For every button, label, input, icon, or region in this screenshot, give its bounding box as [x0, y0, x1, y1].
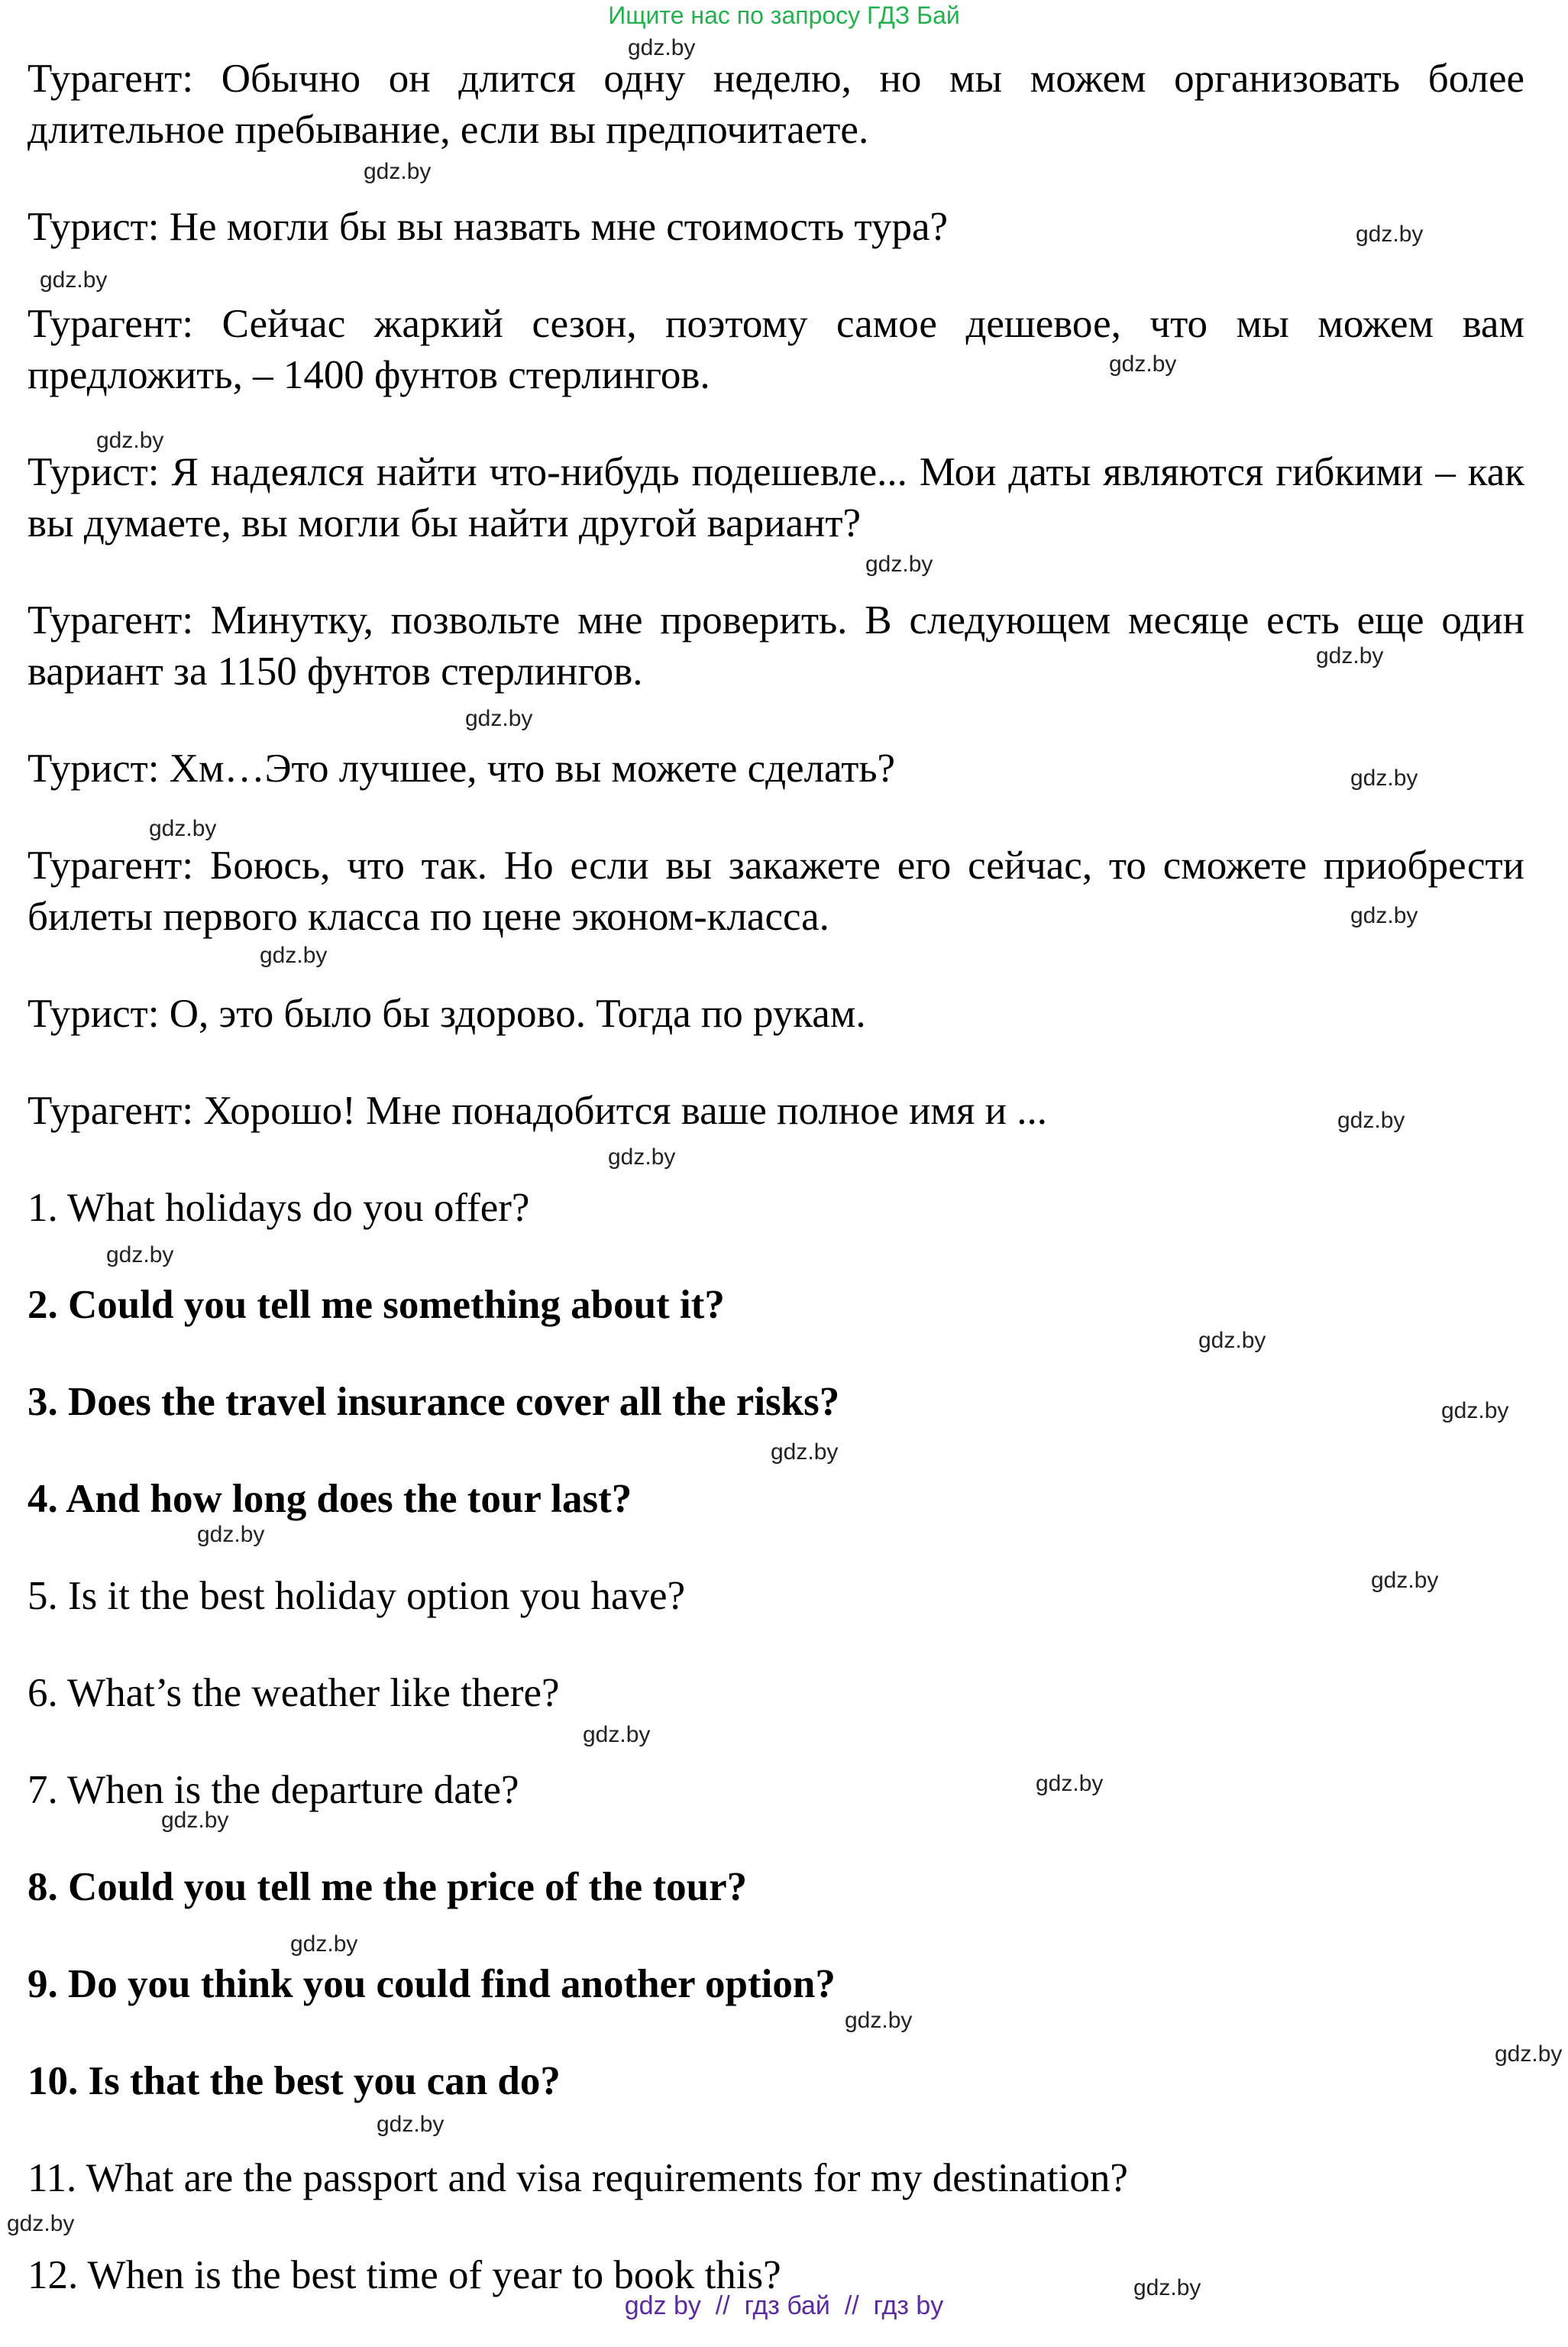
watermark: gdz.by	[1350, 766, 1418, 791]
dialogue-line: Турист: Я надеялся найти что-нибудь подешевле... Мои даты являются гибкими – как вы думаете, вы могли бы найти другой вариант?	[27, 450, 1524, 545]
dialogue-line: Турагент: Боюсь, что так. Но если вы закажете его сейчас, то сможете приобрести билеты первого класса по цене эконом-класса.	[27, 843, 1524, 939]
footer-links[interactable]: gdz by // гдз бай // гдз by	[624, 2291, 944, 2320]
dialogue-line: Турист: Хм…Это лучшее, что вы можете сделать?	[27, 746, 896, 791]
watermark: gdz.by	[1371, 1568, 1439, 1593]
watermark: gdz.by	[290, 1931, 358, 1957]
question-item: 7. When is the departure date?	[27, 1768, 519, 1812]
watermark: gdz.by	[1337, 1108, 1405, 1133]
question-item: 10. Is that the best you can do?	[27, 2059, 561, 2103]
question-item: 2. Could you tell me something about it?	[27, 1283, 725, 1327]
watermark: gdz.by	[1350, 903, 1418, 928]
question-item: 3. Does the travel insurance cover all the risks?	[27, 1380, 840, 1424]
question-item: 8. Could you tell me the price of the tour?	[27, 1865, 748, 1909]
dialogue-line: Турист: Не могли бы вы назвать мне стоимость тура?	[27, 205, 949, 249]
watermark: gdz.by	[106, 1242, 174, 1267]
watermark: gdz.by	[1133, 2275, 1201, 2300]
watermark: gdz.by	[149, 816, 217, 841]
watermark: gdz.by	[865, 552, 933, 577]
watermark: gdz.by	[845, 2008, 913, 2033]
dialogue-line: Турагент: Обычно он длится одну неделю, но мы можем организовать более длительное пребывание, если вы предпочитаете.	[27, 57, 1524, 152]
watermark: gdz.by	[771, 1439, 839, 1465]
question-item: 12. When is the best time of year to book this?	[27, 2253, 781, 2297]
watermark: gdz.by	[465, 706, 533, 731]
watermark: gdz.by	[1495, 2041, 1563, 2067]
watermark: gdz.by	[1198, 1328, 1266, 1353]
watermark: gdz.by	[1036, 1771, 1104, 1796]
watermark: gdz.by	[1109, 351, 1177, 377]
watermark: gdz.by	[608, 1144, 676, 1170]
question-item: 9. Do you think you could find another option?	[27, 1962, 836, 2006]
watermark: gdz.by	[7, 2211, 75, 2236]
question-item: 5. Is it the best holiday option you have?	[27, 1574, 686, 1618]
question-item: 4. And how long does the tour last?	[27, 1477, 632, 1521]
watermark: gdz.by	[1356, 222, 1424, 247]
top-banner[interactable]: Ищите нас по запросу ГДЗ Бай	[608, 2, 960, 29]
watermark: gdz.by	[260, 943, 328, 968]
dialogue-line: Турагент: Хорошо! Мне понадобится ваше полное имя и ...	[27, 1089, 1047, 1133]
watermark: gdz.by	[96, 428, 164, 453]
document-body	[27, 53, 1524, 2347]
question-item: 6. What’s the weather like there?	[27, 1671, 560, 1715]
dialogue-line: Турист: О, это было бы здорово. Тогда по рукам.	[27, 992, 866, 1036]
watermark: gdz.by	[628, 35, 696, 60]
watermark: gdz.by	[583, 1722, 651, 1747]
watermark: gdz.by	[1441, 1398, 1509, 1423]
dialogue-line: Турагент: Сейчас жаркий сезон, поэтому самое дешевое, что мы можем вам предложить, – 1400 фунтов стерлингов.	[27, 302, 1524, 397]
watermark: gdz.by	[161, 1808, 229, 1833]
watermark: gdz.by	[364, 159, 432, 184]
watermark: gdz.by	[40, 267, 108, 293]
dialogue-line: Турагент: Минутку, позвольте мне проверить. В следующем месяце есть еще один вариант за 1150 фунтов стерлингов.	[27, 598, 1524, 694]
watermark: gdz.by	[1316, 643, 1384, 668]
watermark: gdz.by	[197, 1522, 265, 1547]
watermark: gdz.by	[377, 2112, 445, 2137]
question-item: 1. What holidays do you offer?	[27, 1186, 530, 1230]
question-item: 11. What are the passport and visa requirements for my destination?	[27, 2156, 1128, 2200]
